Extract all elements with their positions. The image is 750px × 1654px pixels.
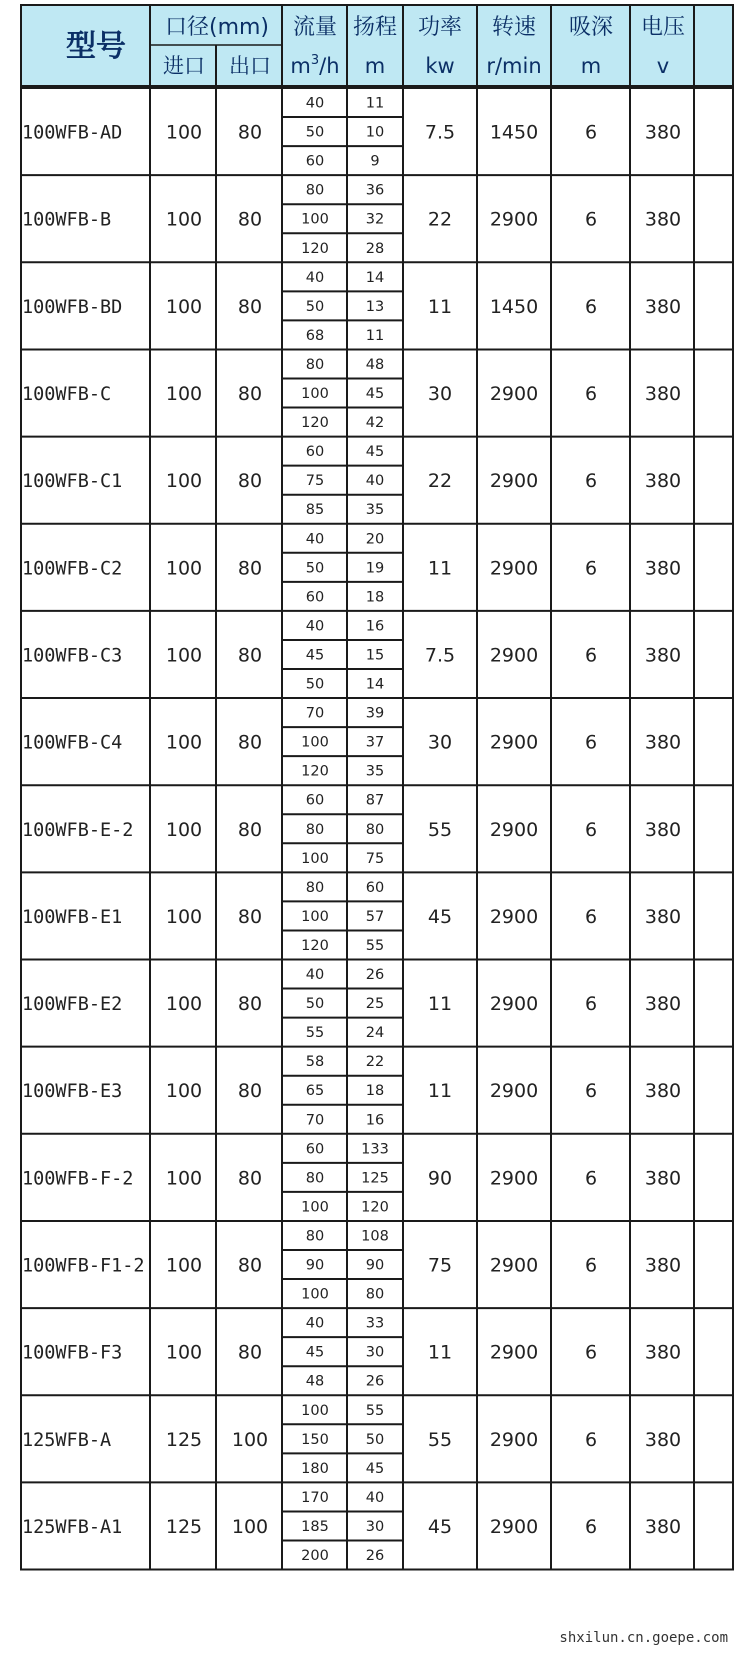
outlet-cell: 80 bbox=[237, 1341, 263, 1364]
voltage-cell: 380 bbox=[644, 1254, 682, 1277]
speed-cell: 1450 bbox=[489, 295, 539, 318]
power-cell: 45 bbox=[427, 1515, 453, 1538]
head-subcell: 26 bbox=[365, 1373, 385, 1390]
head-subcell: 60 bbox=[365, 879, 385, 896]
inlet-cell: 100 bbox=[165, 818, 203, 841]
power-cell: 7.5 bbox=[424, 121, 456, 144]
outlet-cell: 80 bbox=[237, 644, 263, 667]
inlet-cell: 100 bbox=[165, 121, 203, 144]
flow-subcell: 50 bbox=[305, 124, 325, 141]
table-row bbox=[22, 183, 681, 257]
head-subcell: 26 bbox=[365, 1548, 385, 1565]
flow-subcell: 55 bbox=[305, 1025, 325, 1042]
flow-subcell: 40 bbox=[305, 269, 325, 286]
outlet-cell: 80 bbox=[237, 818, 263, 841]
head-subcell: 45 bbox=[365, 386, 385, 403]
flow-subcell: 60 bbox=[305, 589, 325, 606]
table-row bbox=[22, 1490, 681, 1564]
voltage-cell: 380 bbox=[644, 1167, 682, 1190]
header-voltage: 电压 bbox=[640, 15, 686, 40]
header-head: 扬程 bbox=[352, 15, 398, 40]
flow-subcell: 100 bbox=[301, 1199, 329, 1216]
flow-subcell: 58 bbox=[305, 1054, 325, 1071]
head-subcell: 14 bbox=[365, 269, 385, 286]
head-subcell: 36 bbox=[365, 182, 385, 199]
flow-subcell: 100 bbox=[301, 386, 329, 403]
head-subcell: 11 bbox=[365, 327, 385, 344]
table-row bbox=[22, 967, 681, 1041]
table-row bbox=[22, 706, 681, 780]
head-subcell: 35 bbox=[365, 763, 385, 780]
suction-cell: 6 bbox=[584, 644, 598, 667]
voltage-cell: 380 bbox=[644, 1341, 682, 1364]
flow-subcell: 60 bbox=[305, 153, 325, 170]
outlet-cell: 80 bbox=[237, 208, 263, 231]
speed-cell: 2900 bbox=[489, 993, 539, 1016]
head-subcell: 18 bbox=[365, 589, 385, 606]
flow-subcell: 60 bbox=[305, 444, 325, 461]
inlet-cell: 100 bbox=[165, 1254, 203, 1277]
model-cell: 100WFB-C3 bbox=[22, 645, 123, 667]
inlet-cell: 100 bbox=[165, 295, 203, 318]
header-suction-unit: m bbox=[580, 54, 602, 78]
head-subcell: 39 bbox=[365, 705, 385, 722]
header-power: 功率 bbox=[417, 15, 463, 40]
outlet-cell: 100 bbox=[231, 1428, 269, 1451]
voltage-cell: 380 bbox=[644, 470, 682, 493]
suction-cell: 6 bbox=[584, 383, 598, 406]
voltage-cell: 380 bbox=[644, 121, 682, 144]
flow-subcell: 68 bbox=[305, 327, 325, 344]
head-subcell: 13 bbox=[365, 298, 385, 315]
header-diameter: 口径(mm) bbox=[164, 15, 270, 40]
model-cell: 125WFB-A bbox=[22, 1429, 112, 1451]
model-cell: 125WFB-A1 bbox=[22, 1516, 123, 1538]
head-subcell: 45 bbox=[365, 444, 385, 461]
head-subcell: 26 bbox=[365, 967, 385, 984]
head-subcell: 10 bbox=[365, 124, 385, 141]
inlet-cell: 100 bbox=[165, 557, 203, 580]
flow-subcell: 40 bbox=[305, 967, 325, 984]
model-cell: 100WFB-C4 bbox=[22, 732, 123, 754]
flow-subcell: 80 bbox=[305, 1170, 325, 1187]
model-cell: 100WFB-C2 bbox=[22, 558, 123, 580]
head-subcell: 42 bbox=[365, 415, 385, 432]
suction-cell: 6 bbox=[584, 1341, 598, 1364]
inlet-cell: 100 bbox=[165, 905, 203, 928]
power-cell: 11 bbox=[427, 1080, 453, 1103]
head-subcell: 25 bbox=[365, 996, 385, 1013]
speed-cell: 2900 bbox=[489, 731, 539, 754]
outlet-cell: 80 bbox=[237, 905, 263, 928]
power-cell: 11 bbox=[427, 1341, 453, 1364]
speed-cell: 2900 bbox=[489, 1428, 539, 1451]
power-cell: 75 bbox=[427, 1254, 453, 1277]
flow-subcell: 150 bbox=[301, 1431, 329, 1448]
outlet-cell: 80 bbox=[237, 1167, 263, 1190]
head-subcell: 40 bbox=[365, 473, 385, 490]
head-subcell: 16 bbox=[365, 1112, 385, 1129]
speed-cell: 2900 bbox=[489, 383, 539, 406]
head-subcell: 87 bbox=[365, 792, 385, 809]
flow-subcell: 120 bbox=[301, 240, 329, 257]
header-speed-unit: r/min bbox=[486, 54, 542, 78]
flow-subcell: 100 bbox=[301, 908, 329, 925]
suction-cell: 6 bbox=[584, 905, 598, 928]
head-subcell: 37 bbox=[365, 734, 385, 751]
outlet-cell: 80 bbox=[237, 121, 263, 144]
table-row bbox=[22, 444, 681, 518]
header-model: 型号 bbox=[66, 29, 126, 64]
outlet-cell: 80 bbox=[237, 383, 263, 406]
table-row bbox=[22, 531, 681, 605]
header-speed: 转速 bbox=[491, 15, 537, 40]
suction-cell: 6 bbox=[584, 470, 598, 493]
head-subcell: 35 bbox=[365, 502, 385, 519]
voltage-cell: 380 bbox=[644, 383, 682, 406]
inlet-cell: 100 bbox=[165, 993, 203, 1016]
inlet-cell: 100 bbox=[165, 644, 203, 667]
table-row bbox=[22, 1054, 681, 1128]
flow-unit-base: m bbox=[290, 54, 311, 78]
flow-subcell: 48 bbox=[305, 1373, 325, 1390]
inlet-cell: 100 bbox=[165, 1167, 203, 1190]
head-subcell: 80 bbox=[365, 821, 385, 838]
watermark: shxilun.cn.goepe.com bbox=[559, 1630, 728, 1646]
flow-subcell: 40 bbox=[305, 618, 325, 635]
model-cell: 100WFB-F-2 bbox=[22, 1168, 134, 1190]
header-head-unit: m bbox=[364, 54, 386, 78]
power-cell: 22 bbox=[427, 208, 453, 231]
voltage-cell: 380 bbox=[644, 1428, 682, 1451]
head-subcell: 90 bbox=[365, 1257, 385, 1274]
outlet-cell: 80 bbox=[237, 1080, 263, 1103]
table-row bbox=[22, 270, 681, 344]
voltage-cell: 380 bbox=[644, 644, 682, 667]
power-cell: 55 bbox=[427, 1428, 453, 1451]
model-cell: 100WFB-E3 bbox=[22, 1081, 123, 1103]
model-cell: 100WFB-E1 bbox=[22, 906, 123, 928]
inlet-cell: 100 bbox=[165, 383, 203, 406]
inlet-cell: 100 bbox=[165, 1080, 203, 1103]
voltage-cell: 380 bbox=[644, 1080, 682, 1103]
flow-subcell: 40 bbox=[305, 95, 325, 112]
model-cell: 100WFB-F1-2 bbox=[22, 1255, 145, 1277]
flow-subcell: 100 bbox=[301, 1286, 329, 1303]
suction-cell: 6 bbox=[584, 1428, 598, 1451]
head-subcell: 30 bbox=[365, 1518, 385, 1535]
flow-subcell: 45 bbox=[305, 647, 325, 664]
table-row bbox=[22, 96, 681, 170]
speed-cell: 2900 bbox=[489, 644, 539, 667]
suction-cell: 6 bbox=[584, 295, 598, 318]
inlet-cell: 100 bbox=[165, 208, 203, 231]
head-subcell: 40 bbox=[365, 1489, 385, 1506]
suction-cell: 6 bbox=[584, 1254, 598, 1277]
head-subcell: 11 bbox=[365, 95, 385, 112]
flow-subcell: 170 bbox=[301, 1489, 329, 1506]
flow-subcell: 65 bbox=[305, 1083, 325, 1100]
inlet-cell: 100 bbox=[165, 470, 203, 493]
head-subcell: 80 bbox=[365, 1286, 385, 1303]
flow-subcell: 50 bbox=[305, 996, 325, 1013]
flow-subcell: 85 bbox=[305, 502, 325, 519]
flow-subcell: 180 bbox=[301, 1460, 329, 1477]
head-subcell: 133 bbox=[361, 1141, 389, 1158]
flow-subcell: 60 bbox=[305, 792, 325, 809]
head-subcell: 32 bbox=[365, 211, 385, 228]
inlet-cell: 125 bbox=[165, 1515, 203, 1538]
model-cell: 100WFB-B bbox=[22, 209, 112, 231]
header-voltage-unit: v bbox=[656, 54, 670, 78]
speed-cell: 2900 bbox=[489, 470, 539, 493]
suction-cell: 6 bbox=[584, 121, 598, 144]
flow-subcell: 120 bbox=[301, 415, 329, 432]
outlet-cell: 80 bbox=[237, 1254, 263, 1277]
table-row bbox=[22, 1316, 681, 1390]
table-row bbox=[22, 618, 681, 692]
header-flow: 流量 bbox=[292, 15, 338, 40]
voltage-cell: 380 bbox=[644, 208, 682, 231]
outlet-cell: 80 bbox=[237, 993, 263, 1016]
flow-subcell: 200 bbox=[301, 1548, 329, 1565]
outlet-cell: 80 bbox=[237, 470, 263, 493]
flow-subcell: 100 bbox=[301, 734, 329, 751]
head-subcell: 19 bbox=[365, 560, 385, 577]
flow-subcell: 50 bbox=[305, 560, 325, 577]
speed-cell: 1450 bbox=[489, 121, 539, 144]
table-row bbox=[22, 880, 681, 954]
model-cell: 100WFB-C bbox=[22, 384, 112, 406]
flow-subcell: 120 bbox=[301, 937, 329, 954]
head-subcell: 18 bbox=[365, 1083, 385, 1100]
head-subcell: 125 bbox=[361, 1170, 389, 1187]
flow-subcell: 80 bbox=[305, 182, 325, 199]
voltage-cell: 380 bbox=[644, 557, 682, 580]
flow-subcell: 100 bbox=[301, 1402, 329, 1419]
outlet-cell: 100 bbox=[231, 1515, 269, 1538]
model-cell: 100WFB-E2 bbox=[22, 994, 123, 1016]
flow-subcell: 70 bbox=[305, 1112, 325, 1129]
head-subcell: 55 bbox=[365, 937, 385, 954]
suction-cell: 6 bbox=[584, 557, 598, 580]
speed-cell: 2900 bbox=[489, 818, 539, 841]
power-cell: 90 bbox=[427, 1167, 453, 1190]
power-cell: 30 bbox=[427, 383, 453, 406]
power-cell: 55 bbox=[427, 818, 453, 841]
pump-spec-table bbox=[20, 4, 734, 1648]
suction-cell: 6 bbox=[584, 208, 598, 231]
speed-cell: 2900 bbox=[489, 1341, 539, 1364]
flow-subcell: 80 bbox=[305, 879, 325, 896]
head-subcell: 120 bbox=[361, 1199, 389, 1216]
spec-table-container bbox=[20, 4, 734, 1648]
flow-subcell: 185 bbox=[301, 1518, 329, 1535]
speed-cell: 2900 bbox=[489, 557, 539, 580]
head-subcell: 16 bbox=[365, 618, 385, 635]
power-cell: 45 bbox=[427, 905, 453, 928]
power-cell: 30 bbox=[427, 731, 453, 754]
header-suction: 吸深 bbox=[568, 15, 614, 40]
header-inlet: 进口 bbox=[163, 54, 205, 78]
voltage-cell: 380 bbox=[644, 731, 682, 754]
flow-subcell: 50 bbox=[305, 676, 325, 693]
flow-subcell: 100 bbox=[301, 850, 329, 867]
speed-cell: 2900 bbox=[489, 1167, 539, 1190]
head-subcell: 22 bbox=[365, 1054, 385, 1071]
flow-unit-tail: /h bbox=[319, 54, 340, 78]
inlet-cell: 125 bbox=[165, 1428, 203, 1451]
head-subcell: 15 bbox=[365, 647, 385, 664]
table-row bbox=[22, 357, 681, 431]
suction-cell: 6 bbox=[584, 993, 598, 1016]
flow-subcell: 100 bbox=[301, 211, 329, 228]
head-subcell: 75 bbox=[365, 850, 385, 867]
head-subcell: 30 bbox=[365, 1344, 385, 1361]
speed-cell: 2900 bbox=[489, 905, 539, 928]
flow-subcell: 60 bbox=[305, 1141, 325, 1158]
table-row bbox=[22, 1228, 681, 1302]
head-subcell: 28 bbox=[365, 240, 385, 257]
suction-cell: 6 bbox=[584, 818, 598, 841]
power-cell: 11 bbox=[427, 295, 453, 318]
inlet-cell: 100 bbox=[165, 731, 203, 754]
head-subcell: 45 bbox=[365, 1460, 385, 1477]
flow-subcell: 40 bbox=[305, 1315, 325, 1332]
head-subcell: 50 bbox=[365, 1431, 385, 1448]
outlet-cell: 80 bbox=[237, 731, 263, 754]
speed-cell: 2900 bbox=[489, 1254, 539, 1277]
suction-cell: 6 bbox=[584, 1515, 598, 1538]
flow-subcell: 40 bbox=[305, 531, 325, 548]
flow-subcell: 75 bbox=[305, 473, 325, 490]
header-power-unit: kw bbox=[425, 54, 455, 78]
flow-subcell: 80 bbox=[305, 356, 325, 373]
table-row bbox=[22, 793, 681, 867]
voltage-cell: 380 bbox=[644, 1515, 682, 1538]
inlet-cell: 100 bbox=[165, 1341, 203, 1364]
flow-subcell: 80 bbox=[305, 1228, 325, 1245]
power-cell: 22 bbox=[427, 470, 453, 493]
flow-subcell: 70 bbox=[305, 705, 325, 722]
header-outlet: 出口 bbox=[229, 54, 271, 78]
head-subcell: 108 bbox=[361, 1228, 389, 1245]
power-cell: 11 bbox=[427, 993, 453, 1016]
head-subcell: 24 bbox=[365, 1025, 385, 1042]
model-cell: 100WFB-BD bbox=[22, 296, 123, 318]
suction-cell: 6 bbox=[584, 1080, 598, 1103]
table-row bbox=[22, 1403, 681, 1477]
flow-subcell: 45 bbox=[305, 1344, 325, 1361]
head-subcell: 33 bbox=[365, 1315, 385, 1332]
table-body bbox=[22, 96, 681, 1565]
voltage-cell: 380 bbox=[644, 295, 682, 318]
head-subcell: 48 bbox=[365, 356, 385, 373]
table-row bbox=[22, 1141, 681, 1215]
outlet-cell: 80 bbox=[237, 295, 263, 318]
head-subcell: 9 bbox=[370, 153, 380, 170]
speed-cell: 2900 bbox=[489, 1515, 539, 1538]
model-cell: 100WFB-F3 bbox=[22, 1342, 123, 1364]
voltage-cell: 380 bbox=[644, 818, 682, 841]
flow-subcell: 90 bbox=[305, 1257, 325, 1274]
table-grid bbox=[20, 4, 734, 1570]
head-subcell: 14 bbox=[365, 676, 385, 693]
flow-unit-sup: 3 bbox=[310, 53, 320, 68]
outlet-cell: 80 bbox=[237, 557, 263, 580]
suction-cell: 6 bbox=[584, 731, 598, 754]
speed-cell: 2900 bbox=[489, 208, 539, 231]
voltage-cell: 380 bbox=[644, 905, 682, 928]
flow-subcell: 50 bbox=[305, 298, 325, 315]
flow-subcell: 120 bbox=[301, 763, 329, 780]
head-subcell: 20 bbox=[365, 531, 385, 548]
power-cell: 7.5 bbox=[424, 644, 456, 667]
model-cell: 100WFB-C1 bbox=[22, 471, 123, 493]
model-cell: 100WFB-E-2 bbox=[22, 819, 134, 841]
voltage-cell: 380 bbox=[644, 993, 682, 1016]
suction-cell: 6 bbox=[584, 1167, 598, 1190]
head-subcell: 57 bbox=[365, 908, 385, 925]
head-subcell: 55 bbox=[365, 1402, 385, 1419]
power-cell: 11 bbox=[427, 557, 453, 580]
speed-cell: 2900 bbox=[489, 1080, 539, 1103]
flow-subcell: 80 bbox=[305, 821, 325, 838]
model-cell: 100WFB-AD bbox=[22, 122, 123, 144]
